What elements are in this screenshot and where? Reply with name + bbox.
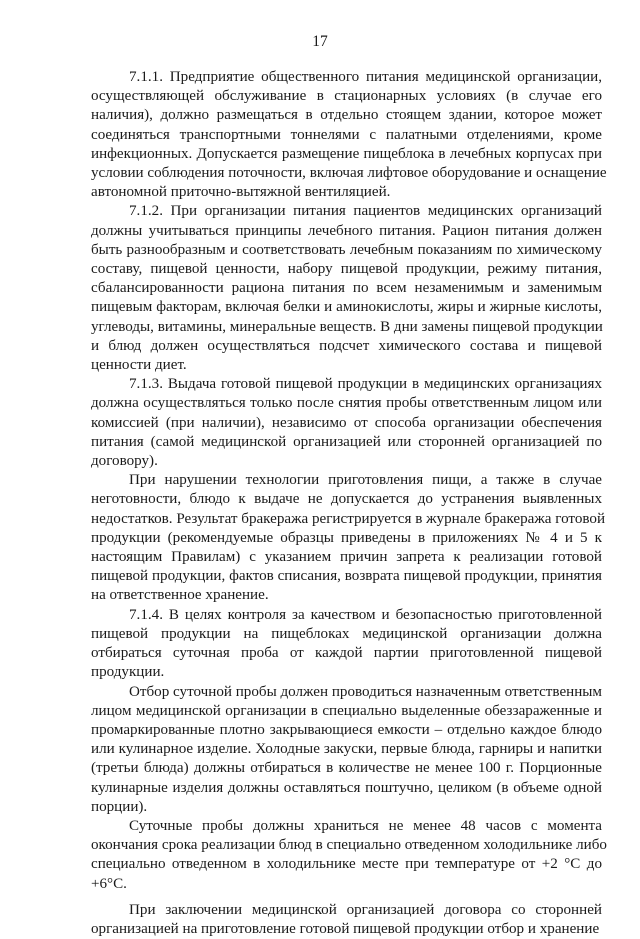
page-number: 17 <box>312 33 328 50</box>
text-line: отбираться суточная проба от каждой партии приготовленной пищевой <box>91 645 602 662</box>
paragraph-3 <box>91 375 602 471</box>
paragraph-4 <box>91 471 606 605</box>
text-line: и блюд должен осуществляться подсчет химического состава и пищевой <box>91 337 602 354</box>
text-line: 7.1.4. В целях контроля за качеством и безопасностью приготовленной <box>129 606 602 623</box>
text-line: должны учитываться принципы лечебного питания. Рацион питания должен <box>91 222 602 239</box>
text-line: организацией на приготовление готовой пищевой продукции отбор и хранение <box>91 920 600 937</box>
text-line: на ответственное хранение. <box>91 587 269 604</box>
text-line: пищевой продукции на пищеблоках медицинской организации должна <box>91 625 602 642</box>
text-line: 7.1.3. Выдача готовой пищевой продукции в медицинских организациях <box>129 376 602 393</box>
text-line: 7.1.2. При организации питания пациентов медицинских организаций <box>129 203 602 220</box>
text-line: сбалансированности рациона питания по всем незаменимым и заменимым <box>91 280 602 297</box>
text-line: промаркированные плотно закрывающиеся емкости – отдельно каждое блюдо <box>91 721 602 738</box>
text-line: углеводы, витамины, минеральные веществ. В дни замены пищевой продукции <box>91 318 603 335</box>
text-line: или кулинарное изделие. Холодные закуски, первые блюда, гарниры и напитки <box>91 741 602 758</box>
text-line: При заключении медицинской организацией договора со сторонней <box>129 901 602 918</box>
text-line: наличия), должно размещаться в отдельно стоящем здании, которое может <box>91 107 602 124</box>
text-line: инфекционных. Допускается размещение пищеблока в лечебных корпусах при <box>91 145 602 162</box>
text-line: порции). <box>91 798 148 815</box>
text-line: должна осуществляться только после снятия пробы ответственным лицом или <box>91 395 602 412</box>
text-line: условии соблюдения поточности, включая лифтовое оборудование и оснащение <box>91 165 607 182</box>
text-line: ценности диет. <box>91 357 187 374</box>
text-line: автономной приточно-вытяжной вентиляцией. <box>91 184 391 201</box>
text-line: неготовности, блюдо к выдаче не допускается до устранения выявленных <box>91 491 602 508</box>
text-line: осуществляющей обслуживание в стационарных условиях (в случае его <box>91 88 602 105</box>
paragraph-7 <box>91 817 607 894</box>
text-line: специально отведенном в холодильнике месте при температуре от +2 °С до <box>91 856 602 873</box>
text-line: (третьи блюда) должны отбираться в количестве не менее 100 г. Порционные <box>91 760 602 777</box>
text-line: пищевым факторам, включая белки и аминокислоты, жиры и жирные кислоты, <box>91 299 602 316</box>
text-line: +6°С. <box>91 875 127 892</box>
text-line: лицом медицинской организации в специально выделенные обеззараженные и <box>91 702 602 719</box>
text-line: продукции. <box>91 664 165 681</box>
text-line: питания (самой медицинской организацией или сторонней организацией по <box>91 433 602 450</box>
text-line: продукции (рекомендуемые образцы приведены в приложениях № 4 и 5 к <box>91 529 602 546</box>
text-line: настоящим Правилам) с указанием причин запрета к реализации готовой <box>91 549 602 566</box>
paragraph-5 <box>91 606 602 683</box>
text-line: составу, пищевой ценности, набору пищевой продукции, режиму питания, <box>91 261 602 278</box>
paragraph-1 <box>91 68 607 202</box>
text-line: договору). <box>91 453 158 470</box>
text-line: комиссией (при наличии), независимо от способа организации обеспечения <box>91 414 602 431</box>
paragraph-2 <box>91 202 602 375</box>
text-line: Отбор суточной пробы должен проводиться назначенным ответственным <box>129 683 602 700</box>
text-line: кулинарные изделия должны оставляться поштучно, целиком (в объеме одной <box>91 779 602 796</box>
paragraph-6 <box>91 683 602 817</box>
text-line: пищевой продукции, фактов списания, возврата пищевой продукции, принятия <box>91 568 602 585</box>
text-line: При нарушении технологии приготовления пищи, а также в случае <box>129 472 602 489</box>
text-line: Суточные пробы должны храниться не менее 48 часов с момента <box>129 817 602 834</box>
paragraph-8 <box>91 901 602 939</box>
text-line: быть разнообразным и соответствовать лечебным показаниям по химическому <box>91 241 602 258</box>
text-line: 7.1.1. Предприятие общественного питания медицинской организации, <box>129 69 602 85</box>
text-line: окончания срока реализации блюд в специально отведенном холодильнике либо <box>91 837 607 854</box>
text-line: соединяться транспортными тоннелями с палатными отделениями, кроме <box>91 126 602 143</box>
text-line: недостатков. Результат бракеража регистрируется в журнале бракеража готовой <box>91 510 606 527</box>
document-body <box>91 68 607 939</box>
